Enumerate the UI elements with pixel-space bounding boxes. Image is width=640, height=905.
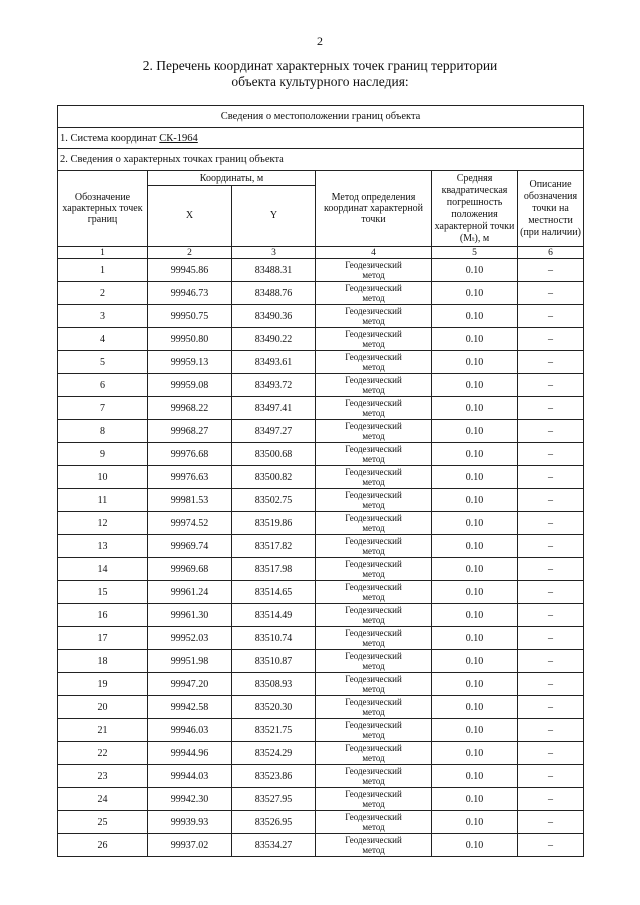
error-cell: 0.10 <box>432 834 518 857</box>
point-cell: 5 <box>58 351 148 374</box>
x-cell: 99946.73 <box>148 282 232 305</box>
description-cell: – <box>518 351 584 374</box>
method-line-1: Геодезический <box>345 628 402 638</box>
method-cell <box>316 650 432 673</box>
description-cell: – <box>518 742 584 765</box>
method-line-1: Геодезический <box>345 283 402 293</box>
description-cell: – <box>518 673 584 696</box>
y-cell: 83493.72 <box>232 374 316 397</box>
x-cell: 99937.02 <box>148 834 232 857</box>
method-line-1: Геодезический <box>345 375 402 385</box>
column-number: 1 <box>58 247 148 259</box>
method-line-2: метод <box>362 546 385 556</box>
y-cell: 83502.75 <box>232 489 316 512</box>
error-cell: 0.10 <box>432 282 518 305</box>
point-cell: 12 <box>58 512 148 535</box>
description-cell: – <box>518 512 584 535</box>
description-cell: – <box>518 834 584 857</box>
method-cell <box>316 581 432 604</box>
method-line-1: Геодезический <box>345 651 402 661</box>
table-row <box>58 604 584 627</box>
method-line-1: Геодезический <box>345 605 402 615</box>
method-line-1: Геодезический <box>345 766 402 776</box>
point-cell: 21 <box>58 719 148 742</box>
method-line-2: метод <box>362 408 385 418</box>
error-cell: 0.10 <box>432 604 518 627</box>
column-number: 5 <box>432 247 518 259</box>
y-cell: 83510.87 <box>232 650 316 673</box>
method-line-1: Геодезический <box>345 444 402 454</box>
point-cell: 10 <box>58 466 148 489</box>
method-cell <box>316 512 432 535</box>
table-row <box>58 351 584 374</box>
y-cell: 83508.93 <box>232 673 316 696</box>
method-line-2: метод <box>362 385 385 395</box>
table-row <box>58 466 584 489</box>
x-cell: 99950.80 <box>148 328 232 351</box>
method-cell <box>316 742 432 765</box>
method-line-1: Геодезический <box>345 398 402 408</box>
point-cell: 16 <box>58 604 148 627</box>
method-line-2: метод <box>362 500 385 510</box>
error-cell: 0.10 <box>432 742 518 765</box>
method-line-2: метод <box>362 776 385 786</box>
error-cell: 0.10 <box>432 420 518 443</box>
method-line-2: метод <box>362 845 385 855</box>
method-line-2: метод <box>362 316 385 326</box>
point-cell: 9 <box>58 443 148 466</box>
col-header-error: Средняя квадратическая погрешность положения характерной точки (Mₜ), м <box>432 171 518 247</box>
table-row <box>58 374 584 397</box>
method-line-2: метод <box>362 431 385 441</box>
x-cell: 99950.75 <box>148 305 232 328</box>
method-line-2: метод <box>362 454 385 464</box>
document-title-line-1: 2. Перечень координат характерных точек границ территории <box>142 58 498 73</box>
table-row <box>58 765 584 788</box>
x-cell: 99968.22 <box>148 397 232 420</box>
method-cell <box>316 259 432 282</box>
description-cell: – <box>518 305 584 328</box>
method-cell <box>316 811 432 834</box>
table-row <box>58 328 584 351</box>
error-cell: 0.10 <box>432 581 518 604</box>
method-cell <box>316 282 432 305</box>
coordinate-system <box>58 128 584 149</box>
method-line-1: Геодезический <box>345 789 402 799</box>
point-cell: 18 <box>58 650 148 673</box>
description-cell: – <box>518 535 584 558</box>
table-row <box>58 512 584 535</box>
point-cell: 1 <box>58 259 148 282</box>
document-title-line-2: объекта культурного наследия: <box>231 74 409 89</box>
method-cell <box>316 489 432 512</box>
table-row <box>58 420 584 443</box>
x-cell: 99969.74 <box>148 535 232 558</box>
method-line-1: Геодезический <box>345 490 402 500</box>
table-row <box>58 581 584 604</box>
y-cell: 83524.29 <box>232 742 316 765</box>
description-cell: – <box>518 259 584 282</box>
error-cell: 0.10 <box>432 627 518 650</box>
point-cell: 24 <box>58 788 148 811</box>
point-cell: 4 <box>58 328 148 351</box>
description-cell: – <box>518 581 584 604</box>
error-cell: 0.10 <box>432 374 518 397</box>
points-info-row <box>58 149 584 171</box>
description-cell: – <box>518 282 584 305</box>
method-line-1: Геодезический <box>345 559 402 569</box>
x-cell: 99961.24 <box>148 581 232 604</box>
error-cell: 0.10 <box>432 673 518 696</box>
error-cell: 0.10 <box>432 351 518 374</box>
x-cell: 99968.27 <box>148 420 232 443</box>
y-cell: 83534.27 <box>232 834 316 857</box>
table-row <box>58 627 584 650</box>
error-cell: 0.10 <box>432 397 518 420</box>
method-line-2: метод <box>362 477 385 487</box>
method-cell <box>316 351 432 374</box>
coordinate-system-name: СК-1964 <box>159 132 198 144</box>
description-cell: – <box>518 719 584 742</box>
point-cell: 22 <box>58 742 148 765</box>
method-cell <box>316 627 432 650</box>
table-row <box>58 282 584 305</box>
method-line-1: Геодезический <box>345 582 402 592</box>
description-cell: – <box>518 397 584 420</box>
description-cell: – <box>518 328 584 351</box>
description-cell: – <box>518 604 584 627</box>
y-cell: 83514.49 <box>232 604 316 627</box>
y-cell: 83519.86 <box>232 512 316 535</box>
point-cell: 19 <box>58 673 148 696</box>
method-cell <box>316 420 432 443</box>
table-row <box>58 811 584 834</box>
description-cell: – <box>518 811 584 834</box>
x-cell: 99945.86 <box>148 259 232 282</box>
error-cell: 0.10 <box>432 811 518 834</box>
method-cell <box>316 535 432 558</box>
error-cell: 0.10 <box>432 696 518 719</box>
coordinate-system-row <box>58 128 584 149</box>
y-cell: 83493.61 <box>232 351 316 374</box>
x-cell: 99976.63 <box>148 466 232 489</box>
method-cell <box>316 558 432 581</box>
point-cell: 2 <box>58 282 148 305</box>
col-header-method: Метод определения координат характерной точки <box>316 171 432 247</box>
method-line-2: метод <box>362 707 385 717</box>
point-cell: 7 <box>58 397 148 420</box>
table-row <box>58 558 584 581</box>
method-line-2: метод <box>362 523 385 533</box>
column-header-row-1 <box>58 171 584 186</box>
table-row <box>58 259 584 282</box>
error-cell: 0.10 <box>432 512 518 535</box>
point-cell: 8 <box>58 420 148 443</box>
method-line-2: метод <box>362 592 385 602</box>
col-header-x: X <box>148 186 232 247</box>
col-header-coordinates: Координаты, м <box>148 171 316 186</box>
error-cell: 0.10 <box>432 558 518 581</box>
method-line-1: Геодезический <box>345 720 402 730</box>
point-cell: 17 <box>58 627 148 650</box>
y-cell: 83520.30 <box>232 696 316 719</box>
error-cell: 0.10 <box>432 489 518 512</box>
method-line-2: метод <box>362 362 385 372</box>
column-number: 2 <box>148 247 232 259</box>
method-cell <box>316 374 432 397</box>
x-cell: 99947.20 <box>148 673 232 696</box>
error-cell: 0.10 <box>432 765 518 788</box>
description-cell: – <box>518 650 584 673</box>
point-cell: 11 <box>58 489 148 512</box>
table-row <box>58 489 584 512</box>
method-line-2: метод <box>362 661 385 671</box>
method-line-1: Геодезический <box>345 421 402 431</box>
x-cell: 99944.96 <box>148 742 232 765</box>
error-cell: 0.10 <box>432 788 518 811</box>
method-line-2: метод <box>362 753 385 763</box>
x-cell: 99959.13 <box>148 351 232 374</box>
point-cell: 23 <box>58 765 148 788</box>
description-cell: – <box>518 466 584 489</box>
table-row <box>58 696 584 719</box>
method-line-2: метод <box>362 615 385 625</box>
method-line-2: метод <box>362 730 385 740</box>
coordinates-table <box>57 105 584 857</box>
method-cell <box>316 788 432 811</box>
point-cell: 3 <box>58 305 148 328</box>
table-row <box>58 719 584 742</box>
method-line-1: Геодезический <box>345 697 402 707</box>
description-cell: – <box>518 420 584 443</box>
method-line-1: Геодезический <box>345 743 402 753</box>
method-cell <box>316 466 432 489</box>
error-cell: 0.10 <box>432 535 518 558</box>
table-header: Сведения о местоположении границ объекта <box>58 106 584 128</box>
col-header-y: Y <box>232 186 316 247</box>
table-row <box>58 535 584 558</box>
method-line-2: метод <box>362 799 385 809</box>
table-row <box>58 650 584 673</box>
y-cell: 83517.98 <box>232 558 316 581</box>
point-cell: 26 <box>58 834 148 857</box>
points-info: 2. Сведения о характерных точках границ объекта <box>58 149 584 171</box>
table-header-row <box>58 106 584 128</box>
method-line-2: метод <box>362 270 385 280</box>
x-cell: 99952.03 <box>148 627 232 650</box>
point-cell: 14 <box>58 558 148 581</box>
method-line-1: Геодезический <box>345 329 402 339</box>
column-number: 6 <box>518 247 584 259</box>
method-line-1: Геодезический <box>345 536 402 546</box>
description-cell: – <box>518 443 584 466</box>
description-cell: – <box>518 627 584 650</box>
y-cell: 83500.68 <box>232 443 316 466</box>
error-cell: 0.10 <box>432 305 518 328</box>
error-cell: 0.10 <box>432 719 518 742</box>
y-cell: 83488.31 <box>232 259 316 282</box>
x-cell: 99976.68 <box>148 443 232 466</box>
y-cell: 83490.22 <box>232 328 316 351</box>
table-row <box>58 397 584 420</box>
x-cell: 99939.93 <box>148 811 232 834</box>
column-number-row <box>58 247 584 259</box>
document-title <box>100 58 540 90</box>
method-line-1: Геодезический <box>345 352 402 362</box>
y-cell: 83521.75 <box>232 719 316 742</box>
x-cell: 99946.03 <box>148 719 232 742</box>
method-cell <box>316 397 432 420</box>
x-cell: 99959.08 <box>148 374 232 397</box>
x-cell: 99944.03 <box>148 765 232 788</box>
method-cell <box>316 765 432 788</box>
column-number: 4 <box>316 247 432 259</box>
method-line-2: метод <box>362 684 385 694</box>
method-cell <box>316 834 432 857</box>
column-number: 3 <box>232 247 316 259</box>
x-cell: 99942.30 <box>148 788 232 811</box>
point-cell: 20 <box>58 696 148 719</box>
table-row <box>58 443 584 466</box>
error-cell: 0.10 <box>432 259 518 282</box>
x-cell: 99951.98 <box>148 650 232 673</box>
point-cell: 15 <box>58 581 148 604</box>
method-line-1: Геодезический <box>345 835 402 845</box>
error-cell: 0.10 <box>432 466 518 489</box>
y-cell: 83497.41 <box>232 397 316 420</box>
method-cell <box>316 305 432 328</box>
y-cell: 83497.27 <box>232 420 316 443</box>
table-row <box>58 788 584 811</box>
description-cell: – <box>518 558 584 581</box>
y-cell: 83488.76 <box>232 282 316 305</box>
description-cell: – <box>518 696 584 719</box>
method-line-2: метод <box>362 293 385 303</box>
description-cell: – <box>518 788 584 811</box>
table-row <box>58 673 584 696</box>
method-line-2: метод <box>362 339 385 349</box>
method-cell <box>316 696 432 719</box>
method-cell <box>316 673 432 696</box>
error-cell: 0.10 <box>432 328 518 351</box>
x-cell: 99961.30 <box>148 604 232 627</box>
method-cell <box>316 604 432 627</box>
method-line-1: Геодезический <box>345 467 402 477</box>
description-cell: – <box>518 489 584 512</box>
y-cell: 83526.95 <box>232 811 316 834</box>
method-cell <box>316 328 432 351</box>
point-cell: 6 <box>58 374 148 397</box>
col-header-description: Описание обозначения точки на местности (при наличии) <box>518 171 584 247</box>
y-cell: 83510.74 <box>232 627 316 650</box>
method-line-2: метод <box>362 822 385 832</box>
x-cell: 99969.68 <box>148 558 232 581</box>
description-cell: – <box>518 765 584 788</box>
error-cell: 0.10 <box>432 443 518 466</box>
col-header-point: Обозначение характерных точек границ <box>58 171 148 247</box>
table-row <box>58 305 584 328</box>
method-line-1: Геодезический <box>345 812 402 822</box>
method-cell <box>316 443 432 466</box>
y-cell: 83514.65 <box>232 581 316 604</box>
error-cell: 0.10 <box>432 650 518 673</box>
table-row <box>58 742 584 765</box>
method-line-2: метод <box>362 638 385 648</box>
y-cell: 83517.82 <box>232 535 316 558</box>
page-number: 2 <box>317 34 323 48</box>
method-line-1: Геодезический <box>345 306 402 316</box>
y-cell: 83523.86 <box>232 765 316 788</box>
description-cell: – <box>518 374 584 397</box>
method-line-1: Геодезический <box>345 260 402 270</box>
table-row <box>58 834 584 857</box>
coordinate-system-label: 1. Система координат <box>60 132 160 144</box>
y-cell: 83527.95 <box>232 788 316 811</box>
method-cell <box>316 719 432 742</box>
method-line-2: метод <box>362 569 385 579</box>
x-cell: 99974.52 <box>148 512 232 535</box>
method-line-1: Геодезический <box>345 513 402 523</box>
method-line-1: Геодезический <box>345 674 402 684</box>
point-cell: 25 <box>58 811 148 834</box>
x-cell: 99981.53 <box>148 489 232 512</box>
y-cell: 83490.36 <box>232 305 316 328</box>
x-cell: 99942.58 <box>148 696 232 719</box>
y-cell: 83500.82 <box>232 466 316 489</box>
point-cell: 13 <box>58 535 148 558</box>
